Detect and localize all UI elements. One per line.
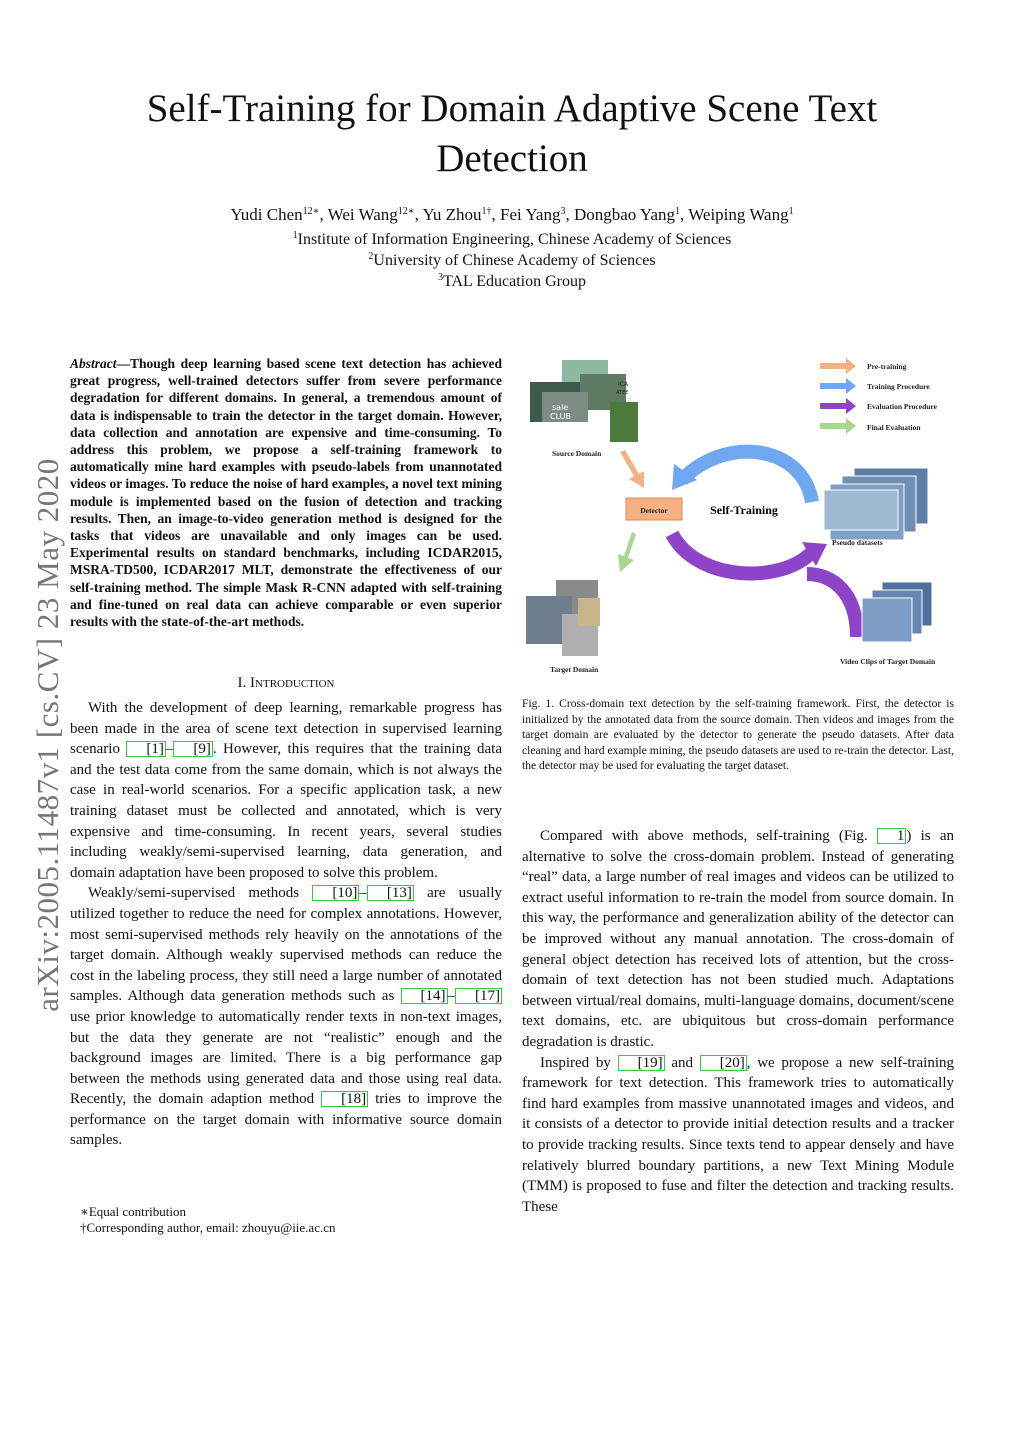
pseudo-image (824, 490, 898, 530)
abstract (70, 355, 502, 630)
text-run: ) is an alternative to solve the cross-domain problem. Instead of generating “real” data, a large number of real images and videos can be utilized to extract useful information to re-train the model from source domain. In this way, the performance and generalization ability of the detector can be improved without any manual annotation. The cross-domain of general object detection has received lots of attention, but the cross-domain of text detection has not been studied much. Adaptations between virtual/real domains, multi-language domains, document/scene text domains, etc. are ubiquitous but cross-domain performance degradation is drastic. (522, 828, 954, 1050)
author-sup: 12∗ (397, 206, 415, 217)
citation-link[interactable]: [14] (401, 988, 448, 1004)
arxiv-stamp (20, 410, 76, 1060)
pseudo-datasets-label: Pseudo datasets (832, 538, 883, 547)
target-image (578, 598, 600, 626)
author: Wei Wang (327, 205, 398, 224)
author-sup: 1† (481, 206, 492, 217)
legend (820, 358, 938, 434)
affil-text: University of Chinese Academy of Sciences (373, 252, 656, 269)
author: Yu Zhou (422, 205, 482, 224)
text-run: – (165, 741, 174, 758)
final-evaluation-arrow (618, 532, 636, 572)
text-run: Weakly/semi-supervised methods (88, 885, 313, 902)
legend-arrow-evaluation (820, 398, 856, 414)
affil-text: TAL Education Group (443, 273, 586, 290)
author-sup: 1 (788, 206, 794, 217)
citation-link[interactable]: [9] (173, 741, 213, 757)
citation-link[interactable]: [1] (126, 741, 166, 757)
affil-sup: 2 (368, 251, 374, 262)
right-paragraph-2 (522, 1053, 954, 1218)
text-run: and (664, 1054, 700, 1071)
citation-link[interactable]: [10] (312, 885, 359, 901)
author: Yudi Chen (230, 205, 303, 224)
author: Weiping Wang (688, 205, 789, 224)
video-clips-stack (862, 582, 932, 642)
citation-link[interactable]: [13] (367, 885, 414, 901)
text-run: – (447, 988, 455, 1005)
evaluation-arc (672, 534, 812, 573)
affiliation-3 (60, 273, 964, 291)
author-sup: 1 (675, 206, 681, 217)
source-domain-label: Source Domain (552, 449, 602, 458)
footnote-corresponding: †Corresponding author, email: zhouyu@iie.ac.cn (80, 1220, 336, 1235)
affil-sup: 3 (438, 272, 443, 283)
citation-link[interactable]: [18] (321, 1091, 368, 1107)
abstract-text: —Though deep learning based scene text detection has achieved great progress, well-trained detectors suffer from severe performance degradation for different domains. In general, a tremendous amount of data is indispensable to train the detector in the target domain. However, data collection and annotation are expensive and time-consuming. To address this problem, we propose a self-training framework to automatically mine hard examples with pseudo-labels from unannotated videos or images. To reduce the noise of hard examples, a novel text mining module is implemented based on the fusion of detection and tracking results. Then, an image-to-video generation method is designed for the tasks that videos are unavailable and only images can be used. Experimental results on standard benchmarks, including ICDAR2015, MSRA-TD500, ICDAR2017 MLT, demonstrate the effectiveness of our self-training method. The simple Mask R-CNN adapted with self-training and fine-tuned on real data can achieve comparable or even superior results with the state-of-the-art methods. (70, 356, 502, 630)
citation-link[interactable]: [19] (618, 1055, 665, 1071)
target-domain-label: Target Domain (550, 665, 599, 674)
intro-right-column (522, 826, 954, 1217)
footnotes (70, 1204, 502, 1236)
figure-caption: Fig. 1. Cross-domain text detection by the self-training framework. First, the detector is initialized by the annotated data from the source domain. Then videos and images from the target domain are evaluated by the detector to generate the pseudo datasets. After data cleaning and hard example mining, the pseudo datasets are used to re-train the detector. Last, the detector may be used for evaluating the target dataset. (522, 697, 954, 772)
legend-label: Pre-training (867, 362, 907, 371)
target-domain-images (526, 580, 600, 656)
affil-text: Institute of Information Engineering, Chinese Academy of Sciences (297, 231, 732, 248)
text-run: With the development of deep learning, remarkable progress has been made in the area of scene text detection in supervised learning scenario (70, 700, 502, 758)
pseudo-dataset-stack (824, 468, 928, 540)
intro-left-column (70, 698, 502, 1151)
sample-text: CLUB (550, 412, 571, 421)
section-number: I. (237, 675, 251, 691)
legend-arrow-final (820, 418, 856, 434)
legend-arrow-pretraining (820, 358, 856, 374)
video-clips-label: Video Clips of Target Domain (840, 657, 936, 666)
title-line-2: Detection (436, 137, 588, 180)
intro-paragraph-1 (70, 698, 502, 883)
legend-label: Training Procedure (867, 382, 930, 391)
source-domain-images (530, 360, 638, 442)
sample-text: ICA (618, 381, 629, 388)
text-run: – (359, 885, 367, 902)
author-list: Yudi Chen$^{12∗}$, Wei Wang$^{12∗}$, Yu Zhou$^{1\dagger}$, Fei Yang$^3$, Dongbao Yang$^1$, Weiping Wang$^1$ (230, 205, 794, 224)
text-run: Compared with above methods, self-training (Fig. (540, 828, 877, 844)
intro-paragraph-2 (70, 883, 502, 1151)
affil-sup: 1 (292, 230, 298, 241)
source-image (610, 402, 638, 442)
affiliation-1 (60, 231, 964, 249)
arxiv-id: arXiv:2005.11487v1 [cs.CV] 23 May 2020 (30, 458, 65, 1012)
legend-arrow-training (820, 378, 856, 394)
author: Fei Yang (499, 205, 561, 224)
author-sup: 12∗ (302, 206, 320, 217)
training-arc (682, 452, 812, 502)
title-line-1: Self-Training for Domain Adaptive Scene Text (146, 87, 878, 130)
author-sup: 3 (560, 206, 566, 217)
sample-text: ATEE (616, 390, 629, 396)
abstract-lead: Abstract (70, 356, 117, 371)
right-paragraph-1 (522, 826, 954, 1053)
legend-label: Final Evaluation (867, 423, 921, 432)
paper-title (60, 84, 964, 184)
self-training-label: Self-Training (710, 503, 778, 517)
author: Dongbao Yang (573, 205, 676, 224)
figure-1 (522, 352, 962, 682)
text-run: are usually utilized together to reduce the need for complex annotations. However, most semi-supervised methods rely heavily on the annotations of the target domain. Although weakly supervised methods can reduce the cost in the labeling process, they still need a large number of annotated samples. Although data generation methods such as (70, 885, 502, 1005)
text-run: , we propose a new self-training framework for text detection. This framework tries to automatically find hard examples from massive unannotated images and videos, and it consists of a detector to provide initial detection results and a tracker to provide tracking results. Since texts tend to appear densely and have relatively blurred boundary partitions, a new Text Mining Module (TMM) is proposed to fuse and filter the detection and tracking results. These (522, 1054, 955, 1215)
section-heading (70, 675, 502, 692)
evaluation-arc-2 (807, 574, 857, 637)
section-title: Introduction (250, 675, 335, 691)
legend-label: Evaluation Procedure (867, 402, 937, 411)
video-frame (862, 598, 912, 642)
footnote-equal: ∗Equal contribution (80, 1204, 186, 1219)
text-run: . However, this requires that the training data and the test data come from the same domain, which is not always the case in real-world scenarios. For a specific application task, a new training dataset must be collected and annotated, which is very expensive and time-consuming. In recent years, several studies including weakly/semi-supervised learning, data generation, and domain adaptation have been proposed to solve this problem. (70, 741, 502, 881)
affiliation-2 (60, 252, 964, 270)
pretraining-arrow (620, 450, 644, 488)
figure-link[interactable]: 1 (877, 828, 907, 844)
text-run: use prior knowledge to automatically render texts in non-text images, but the data they generate are not “realistic” enough and the background images are limited. There is a big performance gap between the methods using generated data and those using real data. Recently, the domain adaption method (70, 1008, 502, 1108)
citation-link[interactable]: [17] (455, 988, 502, 1004)
detector-label: Detector (640, 506, 668, 515)
sample-text: sale (552, 403, 569, 412)
text-run: tries to improve the performance on the target domain with informative source domain samples. (70, 1091, 502, 1149)
text-run: Inspired by (540, 1054, 618, 1071)
citation-link[interactable]: [20] (700, 1055, 747, 1071)
